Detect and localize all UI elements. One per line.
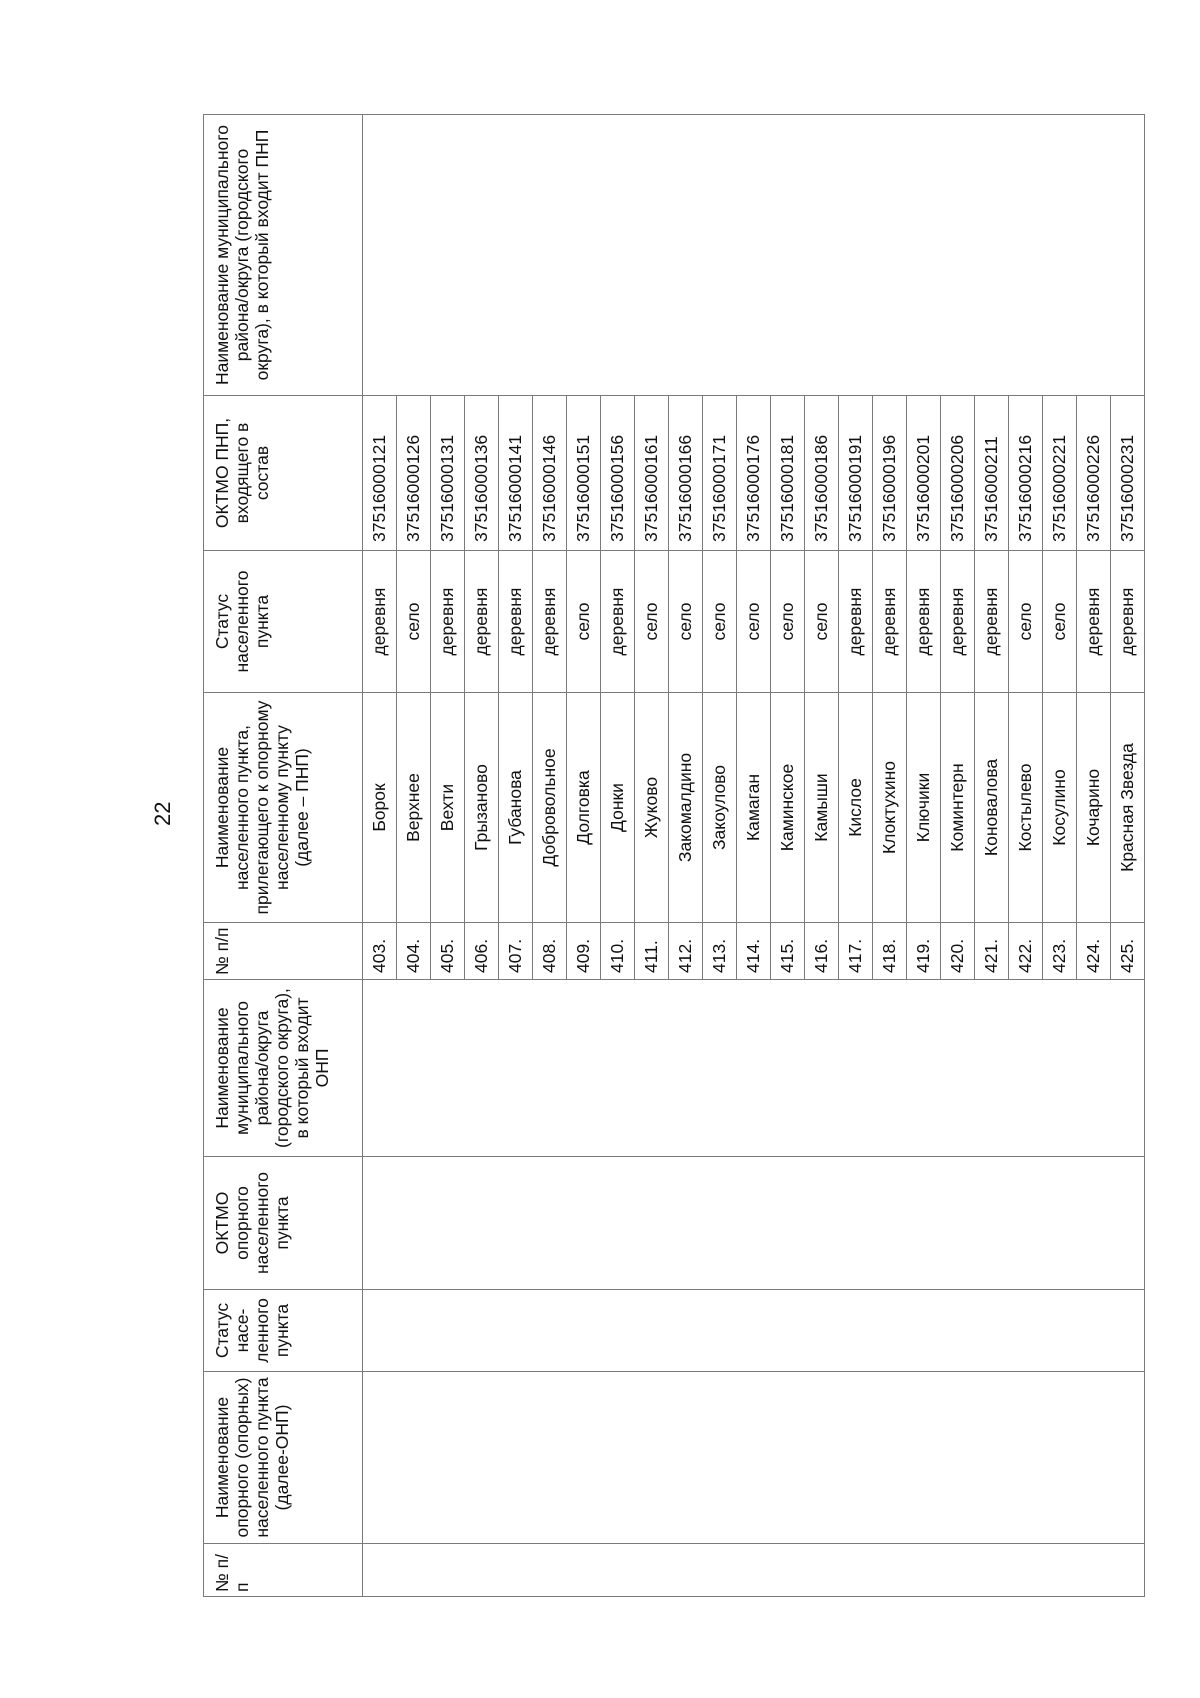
row-number: 420.: [941, 923, 975, 980]
settlement-status: село: [397, 551, 431, 693]
settlement-status: село: [737, 551, 771, 693]
row-number: 406.: [465, 923, 499, 980]
settlement-oktmo: 37516000131: [431, 396, 465, 551]
settlement-oktmo: 37516000141: [499, 396, 533, 551]
settlement-name: Красная Звезда: [1111, 693, 1145, 923]
row-number: 413.: [703, 923, 737, 980]
row-number: 409.: [567, 923, 601, 980]
row-number: 404.: [397, 923, 431, 980]
onp-district-cell: [363, 980, 1145, 1157]
onp-status-cell: [363, 1290, 1145, 1372]
settlement-oktmo: 37516000151: [567, 396, 601, 551]
settlement-name: Коминтерн: [941, 693, 975, 923]
settlement-name: Вехти: [431, 693, 465, 923]
onp-oktmo-cell: [363, 1157, 1145, 1290]
pnp-district-cell: [363, 115, 1145, 396]
settlement-status: село: [635, 551, 669, 693]
settlement-oktmo: 37516000186: [805, 396, 839, 551]
settlement-name: Косулино: [1043, 693, 1077, 923]
settlement-oktmo: 37516000121: [363, 396, 397, 551]
row-number: 415.: [771, 923, 805, 980]
row-number: 417.: [839, 923, 873, 980]
settlement-status: деревня: [363, 551, 397, 693]
settlement-oktmo: 37516000126: [397, 396, 431, 551]
row-number: 405.: [431, 923, 465, 980]
settlement-status: село: [567, 551, 601, 693]
settlement-name: Губанова: [499, 693, 533, 923]
settlement-status: село: [1009, 551, 1043, 693]
row-number: 424.: [1077, 923, 1111, 980]
page-number: 22: [150, 801, 175, 826]
settlement-name: Донки: [601, 693, 635, 923]
row-number: 423.: [1043, 923, 1077, 980]
settlement-name: Закоулово: [703, 693, 737, 923]
header-num-onp: № п/п: [204, 1544, 363, 1597]
row-number: 410.: [601, 923, 635, 980]
settlement-status: деревня: [1077, 551, 1111, 693]
settlement-oktmo: 37516000176: [737, 396, 771, 551]
settlement-oktmo: 37516000146: [533, 396, 567, 551]
settlement-status: деревня: [873, 551, 907, 693]
settlement-name: Долговка: [567, 693, 601, 923]
row-number: 425.: [1111, 923, 1145, 980]
settlement-name: Закомалдино: [669, 693, 703, 923]
settlement-oktmo: 37516000206: [941, 396, 975, 551]
row-number: 412.: [669, 923, 703, 980]
settlement-status: деревня: [839, 551, 873, 693]
settlement-name: Коновалова: [975, 693, 1009, 923]
settlement-name: Камыши: [805, 693, 839, 923]
settlement-status: село: [771, 551, 805, 693]
onp-num-cell: [363, 1544, 1145, 1597]
settlement-status: деревня: [499, 551, 533, 693]
settlement-name: Кочарино: [1077, 693, 1111, 923]
settlement-oktmo: 37516000166: [669, 396, 703, 551]
settlement-oktmo: 37516000156: [601, 396, 635, 551]
settlement-name: Каминское: [771, 693, 805, 923]
header-onp-oktmo: ОКТМО опорного населенного пункта: [204, 1157, 363, 1290]
settlement-oktmo: 37516000161: [635, 396, 669, 551]
header-num-pnp: № п/п: [204, 923, 363, 980]
settlement-name: Кислое: [839, 693, 873, 923]
row-number: 422.: [1009, 923, 1043, 980]
settlement-status: деревня: [1111, 551, 1145, 693]
header-pnp-status: Статус населенного пункта: [204, 551, 363, 693]
settlement-oktmo: 37516000196: [873, 396, 907, 551]
table-body: [363, 115, 1145, 1597]
header-pnp-oktmo: ОКТМО ПНП, входящего в состав: [204, 396, 363, 551]
row-number: 403.: [363, 923, 397, 980]
settlement-oktmo: 37516000216: [1009, 396, 1043, 551]
settlement-status: деревня: [465, 551, 499, 693]
header-pnp-district: Наименование муниципального района/округа (городского округа), в который входит ПНП: [204, 115, 363, 396]
row-number: 418.: [873, 923, 907, 980]
settlement-oktmo: 37516000136: [465, 396, 499, 551]
header-onp-name: Наименование опорного (опорных) населенного пункта (далее-ОНП): [204, 1372, 363, 1544]
table-row: [363, 115, 397, 1597]
settlement-name: Костылево: [1009, 693, 1043, 923]
settlement-status: деревня: [431, 551, 465, 693]
settlements-table-rotated: [203, 115, 1143, 1597]
settlement-status: село: [703, 551, 737, 693]
header-onp-status: Статус насе-ленного пункта: [204, 1290, 363, 1372]
settlement-name: Камаган: [737, 693, 771, 923]
settlement-oktmo: 37516000201: [907, 396, 941, 551]
row-number: 414.: [737, 923, 771, 980]
settlement-name: Борок: [363, 693, 397, 923]
row-number: 421.: [975, 923, 1009, 980]
settlement-status: деревня: [601, 551, 635, 693]
settlement-status: село: [805, 551, 839, 693]
settlement-status: деревня: [907, 551, 941, 693]
settlement-status: село: [669, 551, 703, 693]
row-number: 411.: [635, 923, 669, 980]
row-number: 407.: [499, 923, 533, 980]
settlement-oktmo: 37516000191: [839, 396, 873, 551]
row-number: 419.: [907, 923, 941, 980]
settlements-table: [203, 114, 1145, 1597]
settlement-oktmo: 37516000211: [975, 396, 1009, 551]
row-number: 408.: [533, 923, 567, 980]
settlement-status: село: [1043, 551, 1077, 693]
onp-name-cell: [363, 1372, 1145, 1544]
settlement-oktmo: 37516000226: [1077, 396, 1111, 551]
settlement-name: Грызаново: [465, 693, 499, 923]
settlement-oktmo: 37516000221: [1043, 396, 1077, 551]
header-row: [204, 115, 363, 1597]
settlement-status: деревня: [941, 551, 975, 693]
settlement-name: Верхнее: [397, 693, 431, 923]
settlement-name: Ключики: [907, 693, 941, 923]
settlement-oktmo: 37516000171: [703, 396, 737, 551]
settlement-oktmo: 37516000181: [771, 396, 805, 551]
settlement-name: Клоктухино: [873, 693, 907, 923]
settlement-name: Жуково: [635, 693, 669, 923]
settlement-status: деревня: [533, 551, 567, 693]
settlement-oktmo: 37516000231: [1111, 396, 1145, 551]
header-onp-district: Наименование муниципального района/округа (городского округа), в который входит ОНП: [204, 980, 363, 1157]
header-pnp-name: Наименование населенного пункта, прилегающего к опорному населенному пункту (далее – ПНП): [204, 693, 363, 923]
row-number: 416.: [805, 923, 839, 980]
settlement-status: деревня: [975, 551, 1009, 693]
settlement-name: Добровольное: [533, 693, 567, 923]
